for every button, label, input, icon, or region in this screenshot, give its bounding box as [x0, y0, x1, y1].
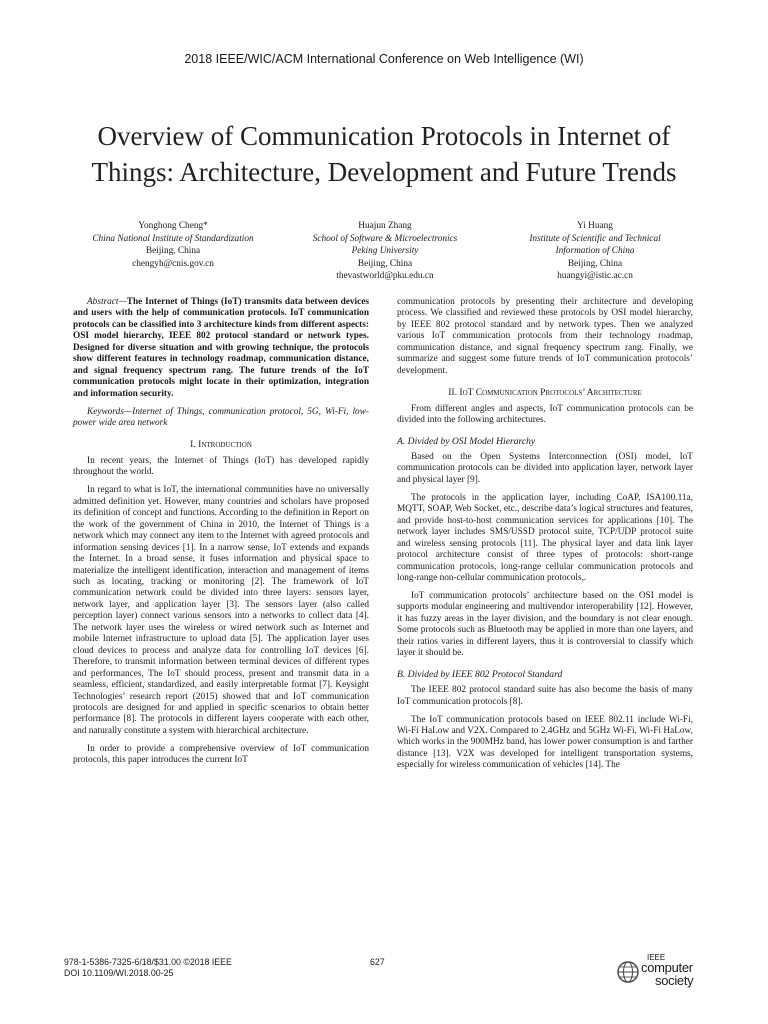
author-location: Beijing, China	[567, 258, 623, 269]
subsection-heading: A. Divided by OSI Model Hierarchy	[397, 435, 536, 447]
title-line-1: Overview of Communication Protocols in Internet of	[97, 121, 671, 151]
paper-title	[40, 118, 728, 190]
abstract-text: The Internet of Things (IoT) transmits data between devices and users with the help of communication protocols. IoT communication protocols can be classified into 3 architecture kinds from different aspects: OSI model hierarchy, IEEE 802 protocol standard or network types. Designed for diverse situation and with growing technique, the protocols show different features in technology roadmap, communication distance, and signal frequency spectrum rang. The future trends of the IoT communication protocols might locate in their optimization, integration and information security.	[73, 297, 369, 399]
section-title: IoT Communication Protocols’ Architecture	[459, 387, 642, 399]
paragraph: In recent years, the Internet of Things (IoT) has developed rapidly throughout the world.	[73, 455, 369, 478]
author-affiliation: School of Software & Microelectronics	[312, 233, 458, 244]
conference-header: 2018 IEEE/WIC/ACM International Conference on Web Intelligence (WI)	[184, 52, 584, 66]
footer-isbn: 978-1-5386-7325-6/18/$31.00 ©2018 IEEE	[64, 957, 232, 967]
paragraph: Based on the Open Systems Interconnection (OSI) model, IoT communication protocols can be divided into application layer, network layer and physical layer [9].	[397, 451, 693, 485]
author-location: Beijing, China	[357, 258, 413, 269]
author-block	[270, 220, 500, 283]
author-affiliation: China National Institute of Standardization	[92, 233, 254, 244]
right-column	[397, 297, 693, 778]
title-line-2: Things: Architecture, Development and Future Trends	[91, 157, 677, 187]
author-email: huangyi@istic.ac.cn	[557, 271, 633, 282]
subsection-heading: B. Divided by IEEE 802 Protocol Standard	[397, 668, 563, 680]
paragraph: The protocols in the application layer, including CoAP, ISA100.11a, MQTT, SOAP, Web Socket, etc., describe data’s logical structures and features, and provide host-to-host communication services for applications [10]. The network layer includes SMS/USSD protocol suite, TCP/UDP protocol suite and wireless sensing protocols [11]. The physical layer and data link layer protocol architecture consist of three types of protocols: short-range communication protocols, long-range cellular communication protocols and long-range non-cellular communication protocols,.	[397, 492, 693, 584]
keywords-text: Internet of Things, communication protocol, 5G, Wi-Fi, low-power wide area network	[73, 406, 369, 429]
paragraph: The IEEE 802 protocol standard suite has also become the basis of many IoT communication protocols [8].	[397, 685, 693, 707]
page-number: 627	[370, 957, 385, 967]
author-affiliation: Peking University	[351, 246, 419, 257]
abstract-label: Abstract—	[87, 297, 127, 307]
paragraph: communication protocols by presenting their architecture and developing process. We classified and reviewed these protocols by OSI model hierarchy, by IEEE 802 protocol standard and by network types. Then we analyzed various IoT communication protocols from their technology roadmap, communication distance, and signal frequency spectrum rang. Finally, we summarize and suggest some future trends of IoT communication protocols’ development.	[397, 297, 693, 376]
footer-doi: DOI 10.1109/WI.2018.00-25	[64, 968, 174, 978]
keywords	[73, 407, 369, 430]
author-block	[58, 220, 288, 270]
left-column	[73, 297, 369, 773]
author-name: Yi Huang	[577, 221, 613, 231]
ieee-computer-society-icon	[617, 961, 639, 983]
author-block	[480, 220, 710, 283]
author-email: chengyh@cnis.gov.cn	[132, 258, 214, 269]
author-name: Huajun Zhang	[358, 221, 412, 231]
paragraph: IoT communication protocols’ architecture based on the OSI model is supports modular engineering and multivendor interoperability [12]. However, it has fuzzy areas in the layer division, and the boundary is not clear enough. Some protocols such as Bluetooth may be applied in more than one layers, and their ratios varies in different layers, thus it is controversial to classify which layer it should be.	[397, 590, 693, 659]
logo-society-text: society	[655, 973, 694, 988]
ieee-computer-society-logo	[617, 953, 697, 989]
paragraph: From different angles and aspects, IoT communication protocols can be divided into the following architectures.	[397, 403, 693, 426]
section-heading	[73, 439, 369, 450]
logo-ieee-text: IEEE	[647, 953, 666, 962]
section-number: I.	[190, 439, 196, 451]
keywords-label: Keywords—	[87, 406, 133, 417]
logo-computer-text: computer	[641, 960, 693, 975]
paragraph: The IoT communication protocols based on IEEE 802.11 include Wi-Fi, Wi-Fi HaLow and V2X. Compared to 2.4GHz and 5GHz Wi-Fi, Wi-Fi HaLow, which works in the 900MHz band, has lower power consumption is and farther distance [13]. V2X was developed for intelligent transportation systems, especially for wireless communication of vehicles [14]. The	[397, 714, 693, 771]
paragraph: In order to provide a comprehensive overview of IoT communication protocols, this paper introduces the current IoT	[73, 743, 369, 766]
author-affiliation: Institute of Scientific and Technical	[529, 233, 661, 244]
author-affiliation: Information of China	[555, 246, 635, 257]
author-name: Yonghong Cheng*	[138, 221, 208, 231]
author-email: thevastworld@pku.edu.cn	[336, 271, 434, 282]
paragraph: In regard to what is IoT, the international communities have no universally admitted definition yet. However, many countries and scholars have proposed its definition of concept and functions. According to the definition in Report on the work of the government of China in 2010, the Internet of Things is a network which may connect any item to the Internet with agreed protocols and information sensing devices [1]. In a narrow sense, IoT extends and expands the Internet. In a broad sense, it fuses information and physical space to materialize the intelligent identification, interaction and management of items such as locating, tracking or monitoring [2]. The framework of IoT communication network could be divided into three layers: sensors layer, network layer, and application layer [3]. The sensors layer (also called perception layer) connect various sensors into a networks to collect data [4]. The network layer uses the wireless or wired network such as Internet and mobile Internet infrastructure to upload data [5]. The application layer uses cloud devices to process and analyze data for controlling IoT devices [6]. Therefore, to transmit information between terminal devices of different types and performances, The IoT should process, present and transmit data in a seamless, efficient, standardized, and easily interpretable format [7]. Keysight Technologies’ research report (2015) showed that and IoT communication protocols are designed for and applied in specific scenarios to obtain better performance [8]. The protocols in different layers cooperate with each other, and naturally constitute a system with hierarchical architecture.	[73, 485, 369, 736]
section-heading	[397, 387, 693, 398]
footer-publication-info	[64, 957, 232, 979]
abstract	[73, 297, 369, 400]
author-location: Beijing, China	[145, 246, 201, 257]
section-number: II.	[448, 387, 457, 399]
section-title: Introduction	[198, 439, 252, 451]
